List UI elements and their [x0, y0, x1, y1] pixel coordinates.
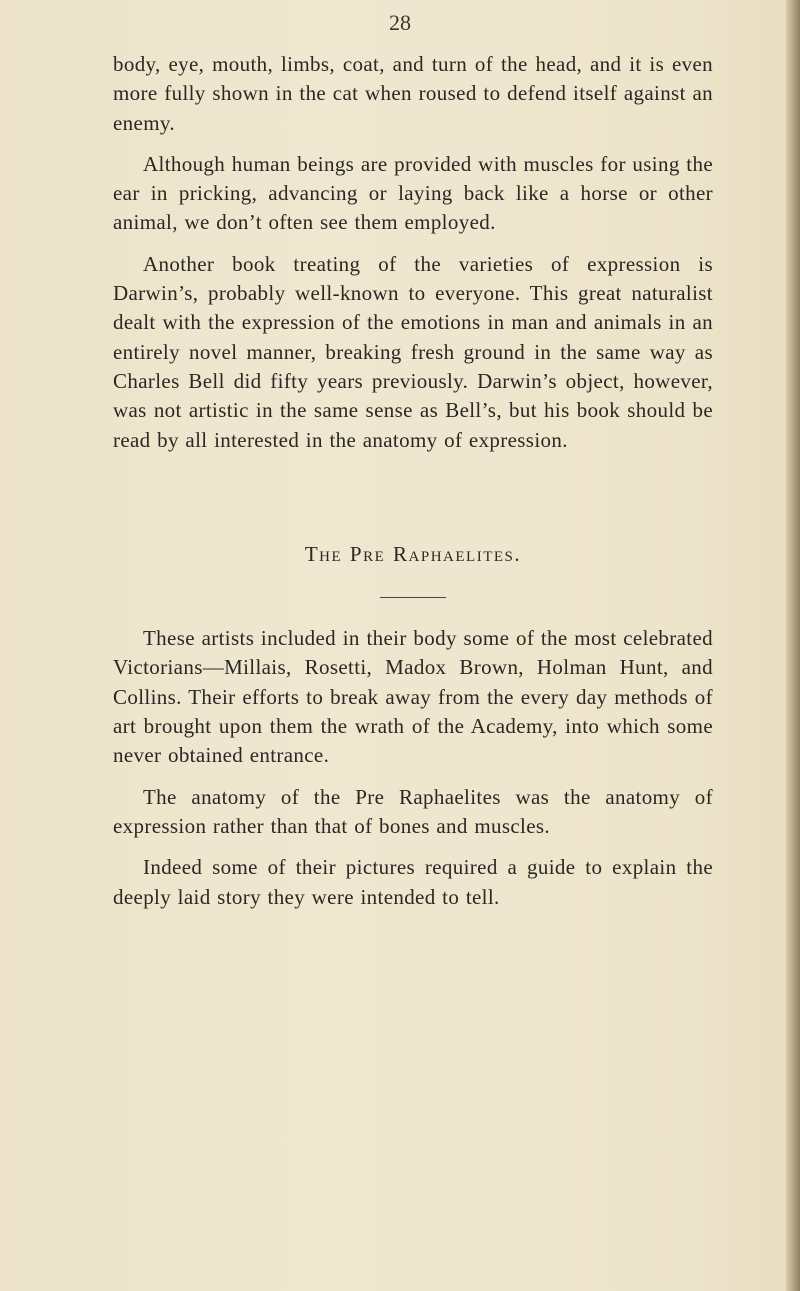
page-body [113, 50, 713, 912]
paragraph-anatomy: The anatomy of the Pre Raphaelites was the anatomy of expression rather than that of bones and muscles. [113, 784, 713, 838]
paragraph-continued: body, eye, mouth, limbs, coat, and turn of the head, and it is even more fully shown in the cat when roused to defend itself against an enemy. [113, 52, 713, 135]
section-heading: The Pre Raphaelites. [304, 541, 522, 566]
paragraph-artists: These artists included in their body some of the most celebrated Victorians—Millais, Rosetti, Madox Brown, Holman Hunt, and Collins. Their efforts to break away from the every day methods of art brought upon them the wrath of the Academy, into which some never obtained entrance. [113, 626, 713, 768]
page-binding-edge [786, 0, 800, 1291]
paragraph-darwin: Another book treating of the varieties of expression is Darwin’s, probably well-known to everyone. This great naturalist dealt with the expression of the emotions in man and animals in an entirely novel manner, breaking fresh ground in the same way as Charles Bell did fifty years previously. Darwin’s object, however, was not artistic in the same sense as Bell’s, but his book should be read by all interested in the anatomy of expression. [113, 251, 713, 452]
paragraph-pictures: Indeed some of their pictures required a guide to explain the deeply laid story they were intended to tell. [113, 855, 713, 909]
page-number: 28 [389, 10, 411, 35]
paragraph-ear-muscles: Although human beings are provided with muscles for using the ear in pricking, advancing or laying back like a horse or other animal, we don’t often see them employed. [113, 151, 713, 235]
heading-divider [380, 597, 446, 598]
